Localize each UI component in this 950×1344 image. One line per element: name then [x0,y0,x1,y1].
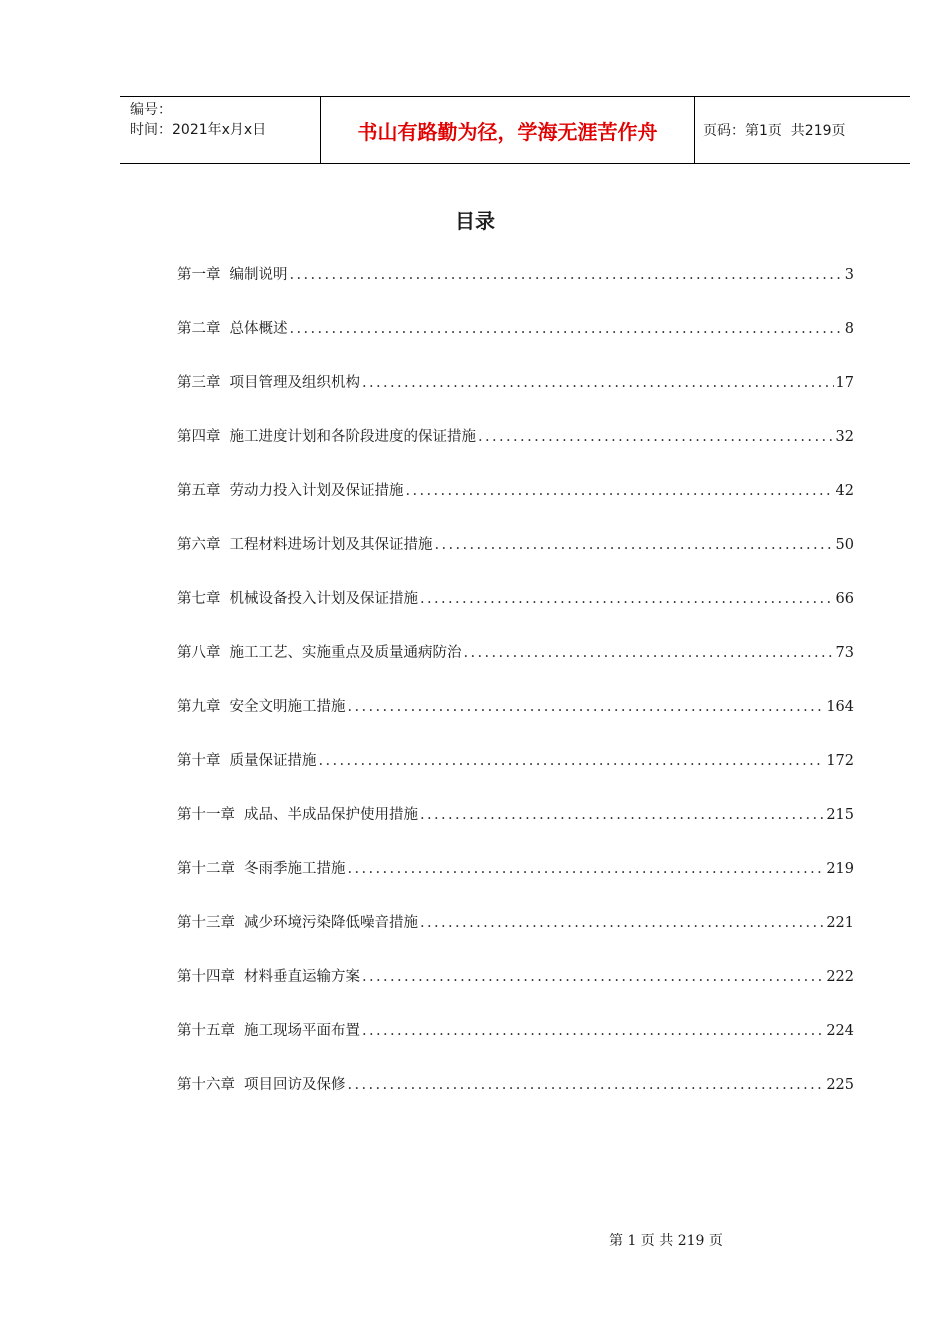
toc-entry[interactable] [177,804,854,858]
toc-chapter-name: 材料垂直运输方案 [244,969,360,985]
toc-dot-leader [362,966,824,988]
toc-chapter-name: 项目回访及保修 [244,1077,346,1093]
toc-dot-leader [478,426,834,448]
page-footer: 第 1 页 共 219 页 [609,1233,723,1249]
toc-dot-leader [435,534,834,556]
toc-chapter-number: 第十一章 [177,807,235,823]
toc-chapter-number: 第五章 [177,483,221,499]
toc-dot-leader [348,696,825,718]
toc-chapter-name: 冬雨季施工措施 [244,861,346,877]
toc-chapter-name: 总体概述 [229,321,288,337]
toc-dot-leader [362,372,834,394]
toc-page-number: 222 [826,969,854,985]
toc-dot-leader [406,480,834,502]
toc-chapter-name: 项目管理及组织机构 [229,375,360,391]
toc-entry[interactable] [177,534,854,588]
toc-entry[interactable] [177,642,854,696]
toc-dot-leader [319,750,825,772]
toc-page-number: 224 [826,1023,854,1039]
toc-entry[interactable] [177,750,854,804]
header-page-cell [695,97,910,163]
toc-page-number: 8 [844,321,854,337]
toc-entry[interactable] [177,966,854,1020]
toc-chapter-name: 成品、半成品保护使用措施 [244,807,418,823]
header-meta-cell [120,97,321,163]
toc-entry[interactable] [177,264,854,318]
toc-dot-leader [290,318,843,340]
toc-page-number: 66 [835,591,854,607]
toc-chapter-number: 第七章 [177,591,221,607]
toc-chapter-number: 第十二章 [177,861,235,877]
doc-time-label: 时间：2021年x月x日 [130,122,267,138]
toc-chapter-name: 施工进度计划和各阶段进度的保证措施 [229,429,476,445]
toc-chapter-number: 第六章 [177,537,221,553]
toc-chapter-number: 第三章 [177,375,221,391]
toc-entry[interactable] [177,1020,854,1074]
toc-chapter-number: 第十四章 [177,969,235,985]
toc-page-number: 3 [844,267,854,283]
toc-page-number: 42 [835,483,854,499]
toc-entry[interactable] [177,588,854,642]
toc-chapter-number: 第八章 [177,645,221,661]
toc-chapter-number: 第十五章 [177,1023,235,1039]
toc-dot-leader [420,588,834,610]
toc-entry[interactable] [177,696,854,750]
toc-entry[interactable] [177,372,854,426]
toc-page-number: 225 [826,1077,854,1093]
toc-chapter-name: 质量保证措施 [229,753,317,769]
toc-chapter-name: 施工工艺、实施重点及质量通病防治 [229,645,462,661]
toc-chapter-number: 第二章 [177,321,221,337]
toc-dot-leader [420,804,824,826]
toc-page-number: 215 [826,807,854,823]
toc-title: 目录 [455,209,495,233]
toc-dot-leader [420,912,824,934]
toc-chapter-number: 第十六章 [177,1077,235,1093]
toc-chapter-number: 第九章 [177,699,221,715]
toc-chapter-name: 编制说明 [229,267,288,283]
page-header [120,96,910,164]
toc-page-number: 50 [835,537,854,553]
toc-chapter-number: 第十三章 [177,915,235,931]
toc-chapter-number: 第十章 [177,753,221,769]
header-motto-cell [321,97,695,163]
toc-chapter-name: 机械设备投入计划及保证措施 [229,591,418,607]
toc-chapter-number: 第一章 [177,267,221,283]
toc-page-number: 164 [826,699,854,715]
toc-chapter-name: 工程材料进场计划及其保证措施 [229,537,433,553]
toc-dot-leader [348,858,825,880]
toc-page-number: 219 [826,861,854,877]
toc-dot-leader [362,1020,824,1042]
doc-number-label: 编号： [130,102,172,118]
toc-dot-leader [464,642,834,664]
toc-entry[interactable] [177,480,854,534]
toc-page-number: 17 [835,375,854,391]
toc-page-number: 221 [826,915,854,931]
toc-chapter-name: 安全文明施工措施 [229,699,346,715]
toc-dot-leader [348,1074,825,1096]
toc-entry[interactable] [177,426,854,480]
toc-chapter-name: 施工现场平面布置 [244,1023,360,1039]
table-of-contents [177,264,854,1128]
toc-page-number: 32 [835,429,854,445]
motto-text: 书山有路勤为径，学海无涯苦作舟 [357,119,658,144]
toc-entry[interactable] [177,912,854,966]
toc-entry[interactable] [177,1074,854,1128]
toc-chapter-name: 劳动力投入计划及保证措施 [229,483,404,499]
header-page-label: 页码：第1页 共219页 [703,123,846,139]
toc-chapter-name: 减少环境污染降低噪音措施 [244,915,418,931]
toc-entry[interactable] [177,318,854,372]
toc-entry[interactable] [177,858,854,912]
toc-page-number: 172 [826,753,854,769]
toc-page-number: 73 [835,645,854,661]
toc-chapter-number: 第四章 [177,429,221,445]
toc-dot-leader [290,264,843,286]
